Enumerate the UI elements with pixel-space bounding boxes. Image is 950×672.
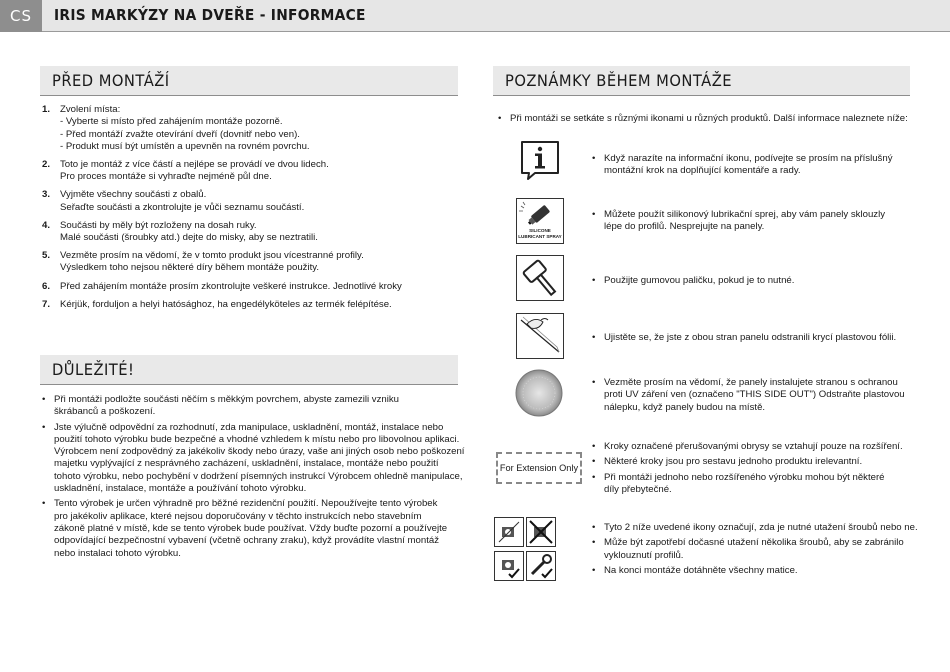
note-item xyxy=(590,441,920,453)
step-line: Výsledkem toho nejsou některé díry během montáže použity. xyxy=(60,262,319,274)
notes-intro-list xyxy=(496,113,916,128)
step-number: 4. xyxy=(42,219,51,231)
important-line: uskladnění, instalace, montáže a používání tohoto výrobku. xyxy=(54,483,307,495)
note-line: proti UV záření ven (označeno "THIS SIDE OUT") Odstraňte plastovou xyxy=(604,389,905,401)
language-badge: CS xyxy=(0,0,42,32)
important-line: • Tento výrobek je určen výhradně pro běžné rezidenční použití. Nepoužívejte tento výrobek xyxy=(54,498,438,510)
note-line: • Na konci montáže dotáhněte všechny matice. xyxy=(604,564,798,576)
step-item xyxy=(40,299,460,311)
silicone-label-line: LUBRICANT SPRAY xyxy=(518,233,562,239)
important-line: použití tohoto výrobku bude bezpečné a vhodné vzhledem k místu nebo pro libovolnou aplikaci. xyxy=(54,433,460,445)
uv-side-icon xyxy=(515,369,563,417)
step-item xyxy=(40,281,460,293)
notes-intro-item xyxy=(496,113,916,125)
before-steps-list xyxy=(40,104,460,317)
important-line: • Jste výlučně odpovědní za rozhodnutí, zda manipulace, uskladnění, montáž, instalace nebo xyxy=(54,421,444,433)
loose-nut-icon xyxy=(494,517,524,547)
section-header-notes xyxy=(493,66,910,96)
note-item xyxy=(590,522,920,534)
important-item xyxy=(40,394,470,419)
no-tighten-icon xyxy=(526,517,556,547)
tight-nut-icon xyxy=(494,551,524,581)
section-header-important xyxy=(40,355,458,385)
step-number: 5. xyxy=(42,250,51,262)
step-line: Vezměte prosím na vědomí, že v tomto produkt jsou vícestranné profily. xyxy=(60,250,364,262)
mallet-note-list xyxy=(590,275,920,290)
important-line: škrábanců a poškození. xyxy=(54,406,156,418)
step-item xyxy=(40,189,460,214)
step-number: 6. xyxy=(42,280,51,292)
important-line: pro jakékoliv aplikace, které nejsou doporučovány v těchto instrukcích nebo stavebním xyxy=(54,510,422,522)
note-line: • Když narazíte na informační ikonu, podívejte se prosím na příslušný xyxy=(604,153,893,164)
note-line: • Některé kroky jsou pro sestavu jednoho produktu irelevantní. xyxy=(604,456,863,468)
section-title-before: PŘED MONTÁŽÍ xyxy=(52,71,170,90)
tighten-icons xyxy=(494,517,558,583)
note-line: • Při montáži jednoho nebo rozšířeného výrobku mohou být některé xyxy=(604,471,885,483)
important-line: Výrobcem není zodpovědný za jakékoliv škody nebo úrazy, vaše ani jiných osob nebo poškození xyxy=(54,446,465,458)
note-line: lépe do profilů. Nesprejujte na panely. xyxy=(604,221,765,233)
rubber-mallet-icon xyxy=(516,255,564,301)
step-line: - Před montáží zvažte otevírání dveří (dovnitř nebo ven). xyxy=(60,128,300,140)
step-line: Vyjměte všechny součásti z obalů. xyxy=(60,189,207,201)
step-line: Pro proces montáže si vyhraďte nejméně půl dne. xyxy=(60,171,272,183)
step-line: Zvolení místa: xyxy=(60,104,121,115)
extension-note-list xyxy=(590,441,920,499)
note-line: • Tyto 2 níže uvedené ikony označují, zda je nutné utažení šroubů nebo ne. xyxy=(604,522,918,533)
step-item xyxy=(40,104,460,153)
note-item xyxy=(590,332,920,344)
step-item xyxy=(40,159,460,184)
note-item xyxy=(590,472,920,497)
film-note-list xyxy=(590,332,920,347)
notes-intro: • Při montáži se setkáte s různými ikonami u různých produktů. Další informace naleznete níže: xyxy=(510,113,908,124)
uv-note-list xyxy=(590,377,920,417)
important-list xyxy=(40,394,470,563)
note-item xyxy=(590,377,920,414)
note-line: • Použijte gumovou paličku, pokud je to nutné. xyxy=(604,275,795,286)
step-line: Seřaďte součásti a zkontrolujte je vůči seznamu součástí. xyxy=(60,201,305,213)
peel-film-icon xyxy=(516,313,564,359)
important-line: majetku vyplývající z nesprávného zacházení, uskladnění, instalace, montáže nebo použití xyxy=(54,458,439,470)
note-line: • Kroky označené přerušovanými obrysy se vztahují pouze na rozšíření. xyxy=(604,441,903,452)
note-item xyxy=(590,456,920,468)
step-line: Malé součásti (šroubky atd.) dejte do misky, aby se neztratili. xyxy=(60,232,318,244)
note-item xyxy=(590,565,920,577)
note-item xyxy=(590,209,920,234)
note-line: díly přebytečné. xyxy=(604,483,672,495)
step-line: Součásti by měly být rozloženy na dosah ruky. xyxy=(60,219,257,231)
document-title: IRIS MARKÝZY NA DVEŘE - INFORMACE xyxy=(54,6,366,24)
note-line: • Vezměte prosím na vědomí, že panely instalujete stranou s ochranou xyxy=(604,377,898,388)
section-title-notes: POZNÁMKY BĚHEM MONTÁŽE xyxy=(505,71,732,90)
note-line: montážní krok na doplňující komentáře a rady. xyxy=(604,165,801,177)
step-number: 3. xyxy=(42,189,51,201)
step-line: - Vyberte si místo před zahájením montáže pozorně. xyxy=(60,116,283,128)
step-item xyxy=(40,220,460,245)
note-item xyxy=(590,153,920,178)
silicone-spray-icon xyxy=(516,198,564,244)
note-item xyxy=(590,537,920,562)
important-line: odpovídající bezpečnostní vybavení (včetně ochrany zraku), když provádíte vlastní montáž xyxy=(54,535,440,547)
important-line: • Při montáži podložte součásti něčím s měkkým povrchem, abyste zamezili vzniku xyxy=(54,394,399,405)
important-line: tohoto výrobku, nebo pochybění v dodržení písemných instrukcí Výrobcem ohledně manipulace, xyxy=(54,470,463,482)
info-icon xyxy=(519,139,561,181)
section-header-before xyxy=(40,66,458,96)
header-bar xyxy=(0,0,950,32)
info-note-list xyxy=(590,153,920,181)
tighten-note-list xyxy=(590,522,920,580)
wrench-icon xyxy=(526,551,556,581)
step-item xyxy=(40,250,460,275)
document-title-bar xyxy=(42,0,950,32)
step-line: Toto je montáž z více částí a nejlépe se provádí ve dvou lidech. xyxy=(60,158,329,170)
note-item xyxy=(590,275,920,287)
step-number: 2. xyxy=(42,158,51,170)
section-title-important: DŮLEŽITÉ! xyxy=(52,360,135,379)
important-line: zákoně platné v místě, kde se tento výrobek bude používat. Vždy buďte pozorní a používejte xyxy=(54,522,448,534)
silicone-note-list xyxy=(590,209,920,237)
note-line: • Ujistěte se, že jste z obou stran panelu odstranili krycí plastovou fólii. xyxy=(604,332,897,343)
note-line: • Můžete použít silikonový lubrikační sprej, aby vám panely sklouzly xyxy=(604,209,886,220)
step-line: Před zahájením montáže prosím zkontrolujte veškeré instrukce. Jednotlivé kroky xyxy=(60,280,402,292)
note-line: nálepku, když panely budou na místě. xyxy=(604,401,766,413)
step-number: 7. xyxy=(42,298,51,310)
important-item xyxy=(40,422,470,496)
important-item xyxy=(40,498,470,559)
step-line: Kérjük, forduljon a helyi hatósághoz, ha engedélyköteles az termék felépítése. xyxy=(60,298,392,310)
step-number: 1. xyxy=(42,104,51,115)
note-line: • Může být zapotřebí dočasné utažení několika šroubů, aby se zabránilo xyxy=(604,537,904,549)
important-line: nebo instalaci tohoto výrobku. xyxy=(54,547,181,559)
silicone-label-line: SILICONE xyxy=(529,228,551,233)
note-line: vyklouznutí profilů. xyxy=(604,549,684,561)
step-line: - Produkt musí být umístěn a upevněn na rovném povrchu. xyxy=(60,140,310,152)
extension-box: For Extension Only xyxy=(496,452,582,484)
silicone-label xyxy=(517,228,563,239)
